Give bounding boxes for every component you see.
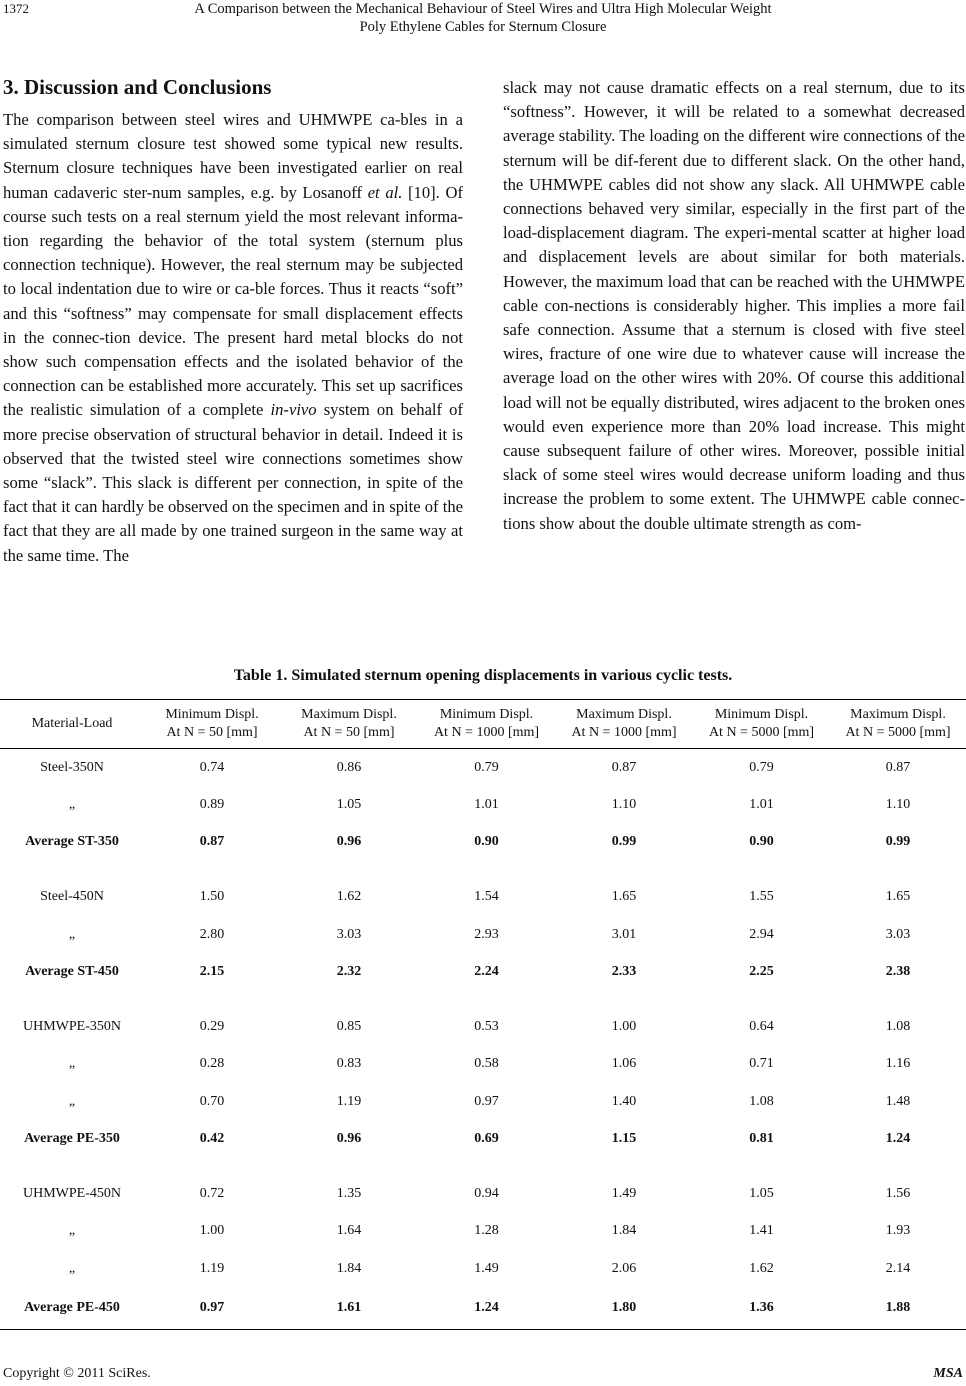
table-row-average: Average PE-450 0.97 1.61 1.24 1.80 1.36 1.88 — [0, 1287, 966, 1330]
left-paragraph: The comparison between steel wires and UHMWPE ca-bles in a simulated sternum closure test showed some typical new results. Sternum closure techniques have been investigated earlier on real human cadaveric ster-num samples, e.g. by Losanoff et al. [10]. Of course such tests on a real sternum yield the most relevant informa-tion regarding the behavior of the total system (sternum plus connection technique). However, the real sternum may be subjected to local indentation due to wire or ca-ble forces. Thus it reacts “soft” and this “softness” may compensate for small displacement effects in the connec-tion device. The present hard metal blocks do not show such compensation effects and the isolated behavior of the connection can be established more accurately. This set up sacrifices the realistic simulation of a complete in-vivo system on behalf of more precise observation of structural behavior in detail. Indeed it is observed that the twisted steel wire connections sometimes show some “slack”. This slack is different per connection, in spite of the fact that it can hardly be observed on the specimen and in spite of the fact that they are all made by one trained surgeon in the same way at the same time. The — [3, 110, 463, 565]
header-cell: Minimum Displ. At N = 5000 [mm] — [708, 707, 815, 740]
table-row-average: Average ST-450 2.15 2.32 2.24 2.33 2.25 2.38 — [25, 964, 911, 980]
running-header — [0, 0, 966, 36]
table-row: „ 2.80 3.03 2.93 3.01 2.94 3.03 — [68, 926, 911, 942]
table-row: UHMWPE-350N 0.29 0.85 0.53 1.00 0.64 1.08 — [23, 1018, 911, 1034]
header-cell: Maximum Displ. At N = 1000 [mm] — [571, 707, 677, 740]
right-paragraph: slack may not cause dramatic effects on a real sternum, due to its “softness”. However, it will be related to a somewhat decreased average stability. The loading on the different wire connections of the sternum will be dif-ferent due to different slack. On the other hand, the UHMWPE cables did not show any slack. All UHMWPE cable connections behaved very similar, especially in the first part of the load-displacement diagram. The experi-mental scatter at higher load and displacement levels are about similar for both materials. However, the maximum load that can be reached with the UHMWPE cable con-nections is considerably higher. This implies a more fail safe connection. Assume that a sternum is closed with five steel wires, fracture of one wire due to whatever cause will increase the average load on the other wires with 20%. Of course this additional load will not be equally distributed, wires adjacent to the broken ones would even experience more than 20% load increase. This might cause subsequent failure of other wires. Moreover, possible initial slack of some steel wires would decrease uniform loading and thus increase the problem to some extent. The UHMWPE cable connec-tions show about the double ultimate strength as com- — [503, 78, 965, 533]
table-spacer-row — [0, 991, 966, 1008]
journal-abbrev: MSA — [933, 1366, 963, 1381]
header-cell-material: Material-Load — [31, 716, 113, 731]
header-cell: Minimum Displ. At N = 1000 [mm] — [433, 707, 540, 740]
copyright-notice: Copyright © 2011 SciRes. — [3, 1366, 151, 1381]
table-row-average: Average ST-350 0.87 0.96 0.90 0.99 0.90 0.99 — [25, 834, 911, 850]
table-row: UHMWPE-450N 0.72 1.35 0.94 1.49 1.05 1.56 — [23, 1185, 911, 1201]
section-title: 3. Discussion and Conclusions — [3, 75, 272, 99]
invivo-text: in-vivo — [270, 400, 317, 420]
table-row: „ 0.28 0.83 0.58 1.06 0.71 1.16 — [68, 1056, 911, 1072]
right-column-text — [503, 76, 965, 536]
page-number: 1372 — [3, 1, 29, 16]
table-row: Steel-350N 0.74 0.86 0.79 0.87 0.79 0.87 — [40, 759, 911, 775]
table-row: „ 1.00 1.64 1.28 1.84 1.41 1.93 — [68, 1223, 911, 1239]
header-cell: Minimum Displ. At N = 50 [mm] — [165, 707, 259, 740]
table-row: „ 0.70 1.19 0.97 1.40 1.08 1.48 — [68, 1093, 911, 1109]
table-row: Steel-450N 1.50 1.62 1.54 1.65 1.55 1.65 — [40, 889, 911, 905]
table-spacer-row — [0, 861, 966, 878]
table-caption: Table 1. Simulated sternum opening displacements in various cyclic tests. — [233, 667, 733, 684]
table-header-row — [0, 700, 966, 749]
displacement-table — [0, 699, 966, 1330]
running-header-line2: Poly Ethylene Cables for Sternum Closure — [359, 19, 607, 35]
header-cell: Maximum Displ. At N = 50 [mm] — [301, 707, 397, 740]
left-column-text — [3, 108, 463, 568]
table-spacer-row — [0, 1158, 966, 1175]
table-row: „ 0.89 1.05 1.01 1.10 1.01 1.10 — [68, 797, 911, 813]
header-cell: Maximum Displ. At N = 5000 [mm] — [845, 707, 951, 740]
table-row-average: Average PE-350 0.42 0.96 0.69 1.15 0.81 1.24 — [24, 1130, 911, 1146]
table-row: „ 1.19 1.84 1.49 2.06 1.62 2.14 — [68, 1260, 911, 1276]
etal-text: et al. — [367, 182, 403, 202]
running-header-line1: A Comparison between the Mechanical Behaviour of Steel Wires and Ultra High Molecular Weight — [194, 1, 772, 17]
